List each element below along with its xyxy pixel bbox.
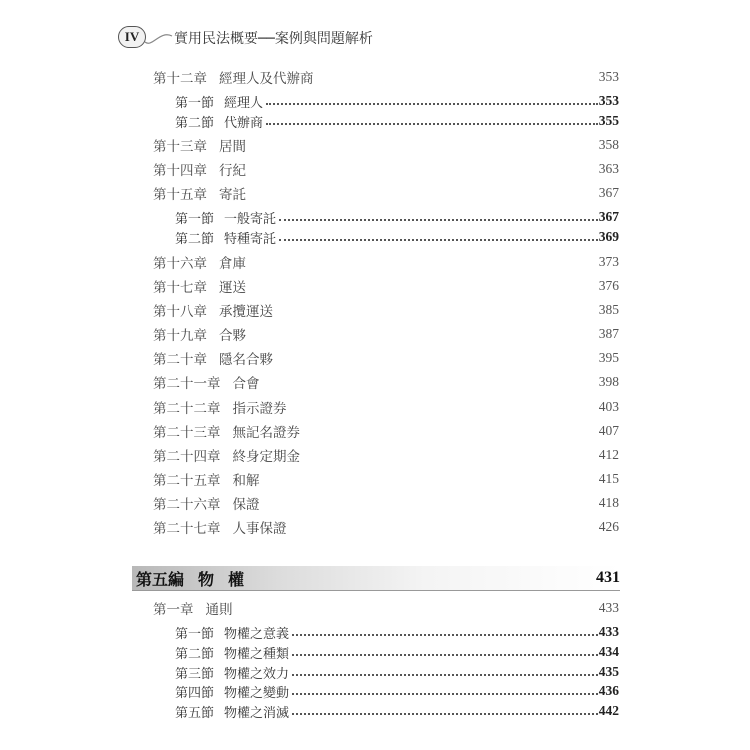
- page-ref: 434: [598, 644, 619, 659]
- chapter-title: 保證: [232, 497, 260, 513]
- book-title: 實用民法概要──案例與問題解析: [174, 31, 373, 47]
- toc-section-row[interactable]: [175, 110, 619, 132]
- chapter-number: 第二十五章: [153, 473, 221, 489]
- toc-chapter-row[interactable]: [153, 275, 619, 297]
- toc-chapter-row[interactable]: [153, 158, 619, 180]
- toc-section-row[interactable]: [175, 641, 619, 663]
- page-ref: 387: [598, 326, 619, 341]
- chapter-title: 合會: [232, 376, 260, 392]
- chapter-title: 經理人及代辦商: [219, 71, 314, 87]
- toc-section-row[interactable]: [175, 700, 619, 722]
- page-ref: 363: [598, 161, 619, 176]
- dot-leader: [266, 121, 598, 125]
- toc-chapter-row[interactable]: [153, 299, 619, 321]
- section-title: 物權之種類: [224, 646, 290, 662]
- toc-chapter-row[interactable]: [153, 66, 619, 88]
- page-ref: 435: [598, 664, 619, 679]
- toc-section-row[interactable]: [175, 621, 619, 643]
- page-ref: 433: [598, 600, 619, 615]
- page-ref: 367: [598, 209, 619, 224]
- chapter-title: 通則: [205, 602, 233, 618]
- toc-section-row[interactable]: [175, 90, 619, 112]
- dot-leader: [292, 652, 598, 656]
- toc-chapter-row[interactable]: [153, 468, 619, 490]
- page-ref: 353: [598, 69, 619, 84]
- chapter-number: 第二十一章: [153, 376, 221, 392]
- section-number: 第二節: [175, 231, 215, 247]
- section-number: 第一節: [175, 626, 215, 642]
- chapter-title: 合夥: [219, 328, 246, 344]
- toc-chapter-row[interactable]: [153, 347, 619, 369]
- header-swoosh-decoration: [144, 28, 174, 48]
- page-ref: 415: [598, 471, 619, 486]
- chapter-number: 第二十六章: [153, 497, 221, 513]
- chapter-number: 第二十章: [153, 352, 207, 368]
- chapter-title: 和解: [232, 473, 260, 489]
- chapter-title: 隱名合夥: [219, 352, 273, 368]
- chapter-number: 第一章: [153, 602, 194, 618]
- section-title: 代辦商: [224, 115, 264, 131]
- page-ref: 376: [598, 278, 619, 293]
- chapter-number: 第十二章: [153, 71, 207, 87]
- dot-leader: [292, 691, 598, 695]
- page-ref: 412: [598, 447, 619, 462]
- toc-chapter-row[interactable]: [153, 323, 619, 345]
- part-number: 第五編: [136, 569, 185, 589]
- section-title: 物權之消滅: [224, 705, 290, 721]
- section-number: 第二節: [175, 646, 215, 662]
- chapter-title: 運送: [219, 280, 246, 296]
- page-ref: 395: [598, 350, 619, 365]
- toc-chapter-row[interactable]: [153, 251, 619, 273]
- chapter-title: 無記名證券: [232, 425, 300, 441]
- page-ref: 403: [598, 399, 619, 414]
- chapter-title: 倉庫: [219, 256, 246, 272]
- page-ref: 426: [598, 519, 619, 534]
- dot-leader: [266, 101, 598, 105]
- toc-chapter-row[interactable]: [153, 371, 619, 393]
- toc-section-row[interactable]: [175, 226, 619, 248]
- page-ref: 385: [598, 302, 619, 317]
- part-page-ref: 431: [596, 569, 620, 586]
- section-number: 第四節: [175, 685, 215, 701]
- section-title: 特種寄託: [224, 231, 277, 247]
- running-header: [118, 26, 638, 50]
- chapter-number: 第二十四章: [153, 449, 221, 465]
- toc-chapter-row[interactable]: [153, 396, 619, 418]
- page-ref: 353: [598, 93, 619, 108]
- page-ref: 442: [598, 703, 619, 718]
- chapter-number: 第十七章: [153, 280, 207, 296]
- section-number: 第三節: [175, 666, 215, 682]
- section-title: 物權之意義: [224, 626, 290, 642]
- chapter-number: 第十八章: [153, 304, 207, 320]
- chapter-title: 承攬運送: [219, 304, 273, 320]
- dot-leader: [292, 711, 598, 715]
- toc-section-row[interactable]: [175, 206, 619, 228]
- toc-chapter-row[interactable]: [153, 444, 619, 466]
- section-title: 物權之效力: [224, 666, 290, 682]
- toc-chapter-row[interactable]: [153, 516, 619, 538]
- toc-chapter-row[interactable]: [153, 420, 619, 442]
- chapter-title: 終身定期金: [232, 449, 300, 465]
- chapter-number: 第二十三章: [153, 425, 221, 441]
- chapter-title: 指示證券: [232, 401, 287, 417]
- chapter-number: 第二十二章: [153, 401, 221, 417]
- chapter-number: 第十五章: [153, 187, 207, 203]
- page-ref: 358: [598, 137, 619, 152]
- page-ref: 418: [598, 495, 619, 510]
- chapter-title: 寄託: [219, 187, 246, 203]
- chapter-title: 行紀: [219, 163, 246, 179]
- dot-leader: [279, 217, 598, 221]
- chapter-number: 第十六章: [153, 256, 207, 272]
- page-ref: 369: [598, 229, 619, 244]
- section-number: 第二節: [175, 115, 215, 131]
- toc-chapter-row[interactable]: [153, 134, 619, 156]
- dot-leader: [279, 237, 598, 241]
- section-number: 第一節: [175, 211, 215, 227]
- chapter-number: 第二十七章: [153, 521, 221, 537]
- chapter-number: 第十九章: [153, 328, 207, 344]
- page-ref: 433: [598, 624, 619, 639]
- section-number: 第五節: [175, 705, 215, 721]
- chapter-number: 第十四章: [153, 163, 207, 179]
- chapter-number: 第十三章: [153, 139, 207, 155]
- section-number: 第一節: [175, 95, 215, 111]
- page-ref: 398: [598, 374, 619, 389]
- toc-chapter-row[interactable]: [153, 492, 619, 514]
- page-ref: 436: [598, 683, 619, 698]
- page-ref: 367: [598, 185, 619, 200]
- part-heading[interactable]: [132, 566, 620, 591]
- toc-section-row[interactable]: [175, 680, 619, 702]
- page-ref: 355: [598, 113, 619, 128]
- page-ref: 407: [598, 423, 619, 438]
- page-ref: 373: [598, 254, 619, 269]
- page-number: IV: [118, 26, 146, 48]
- toc-chapter-row[interactable]: [153, 182, 619, 204]
- toc-chapter-row[interactable]: [153, 597, 619, 619]
- chapter-title: 人事保證: [232, 521, 287, 537]
- dot-leader: [292, 632, 598, 636]
- dot-leader: [292, 672, 598, 676]
- section-title: 一般寄託: [224, 211, 277, 227]
- part-title: 物權: [198, 569, 259, 589]
- section-title: 物權之變動: [224, 685, 290, 701]
- section-title: 經理人: [224, 95, 264, 111]
- chapter-title: 居間: [219, 139, 246, 155]
